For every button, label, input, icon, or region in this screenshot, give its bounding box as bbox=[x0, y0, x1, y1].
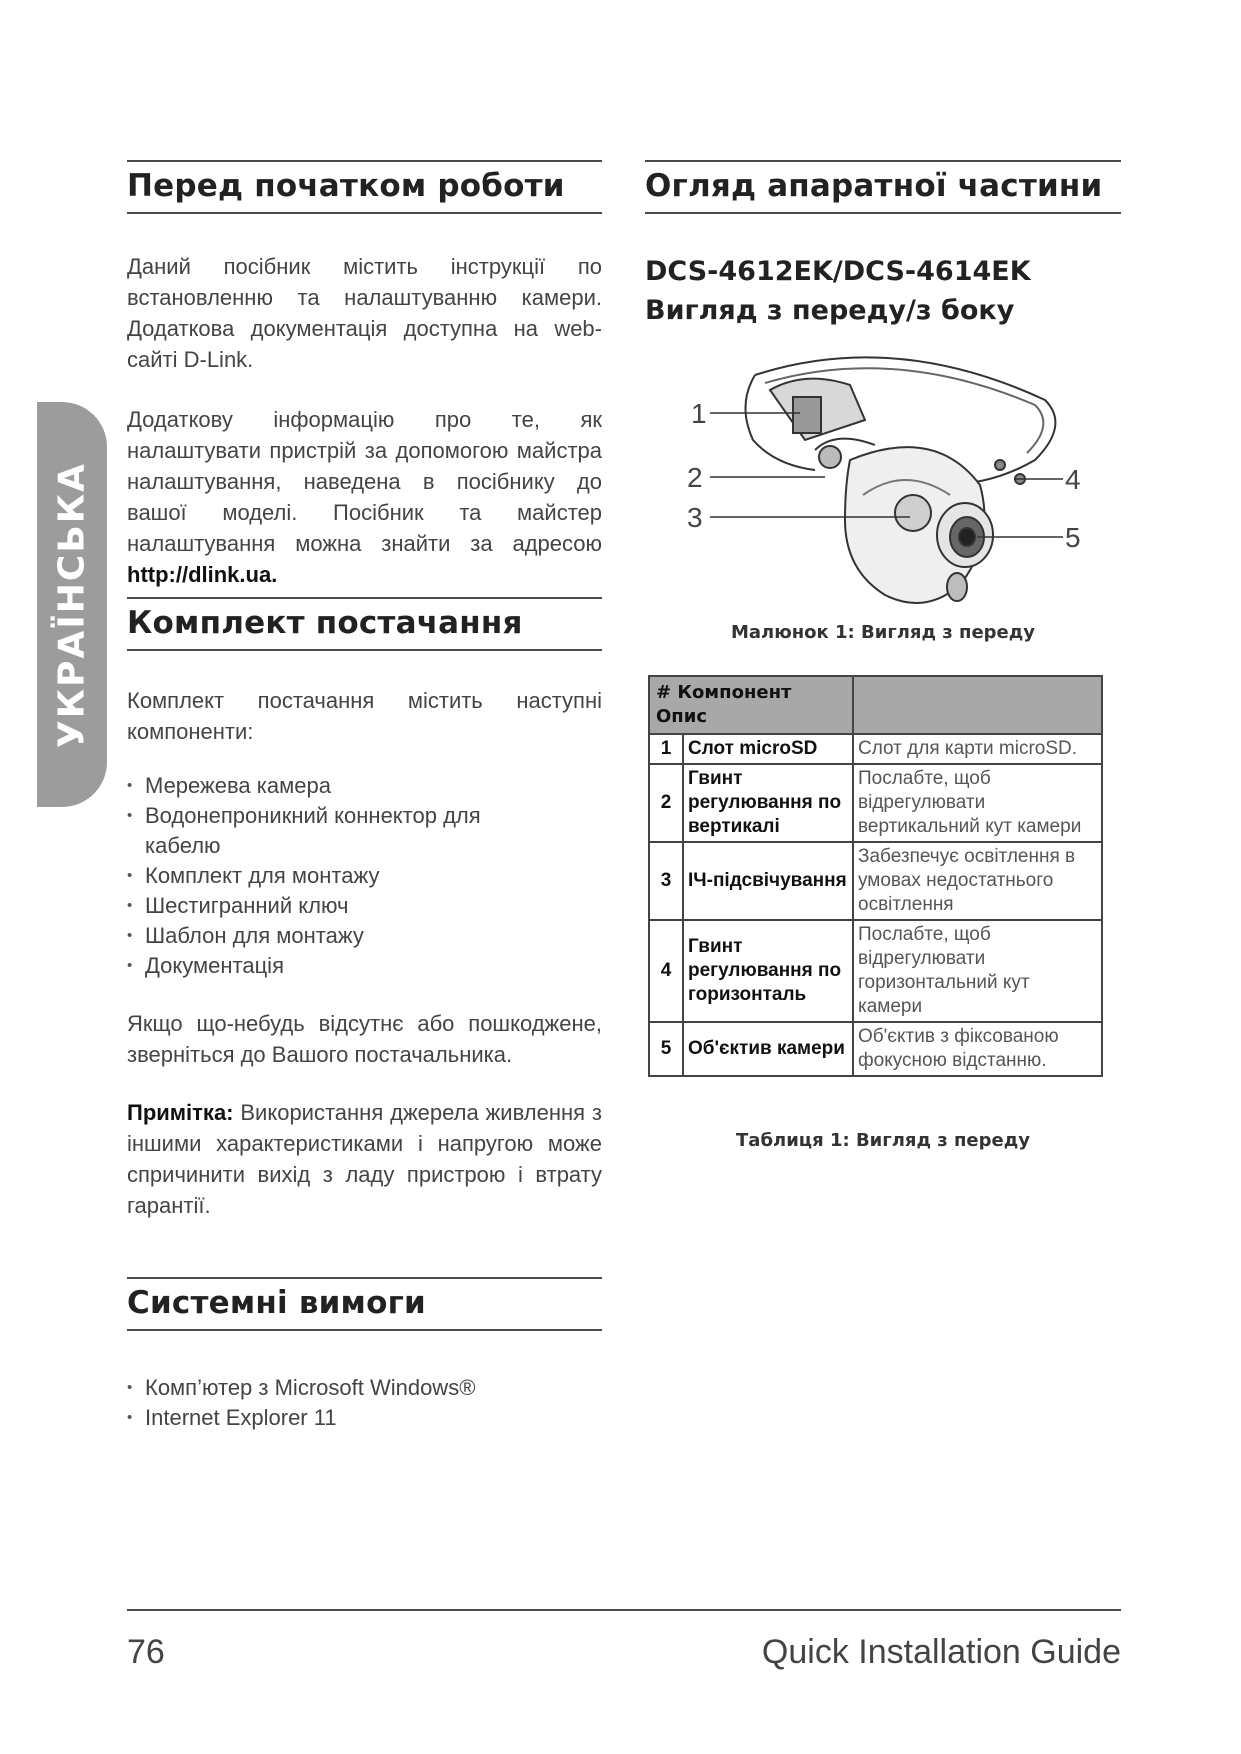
page-number: 76 bbox=[127, 1633, 165, 1671]
table-row bbox=[649, 1022, 1102, 1076]
table-header-cell: # Компонент Опис bbox=[649, 676, 853, 734]
row-description: Послабте, щоб відрегулювати горизонтальний кут камери bbox=[853, 920, 1102, 1022]
model-subheading-wrap bbox=[645, 252, 1121, 330]
list-item: • Шаблон для монтажу bbox=[127, 921, 602, 951]
hardware-overview-heading: Огляд апаратної частини bbox=[645, 160, 1121, 214]
note-label: Примітка: bbox=[127, 1100, 234, 1125]
dlink-url-link[interactable]: http://dlink.ua. bbox=[127, 562, 278, 587]
row-description: Послабте, щоб відрегулювати вертикальний кут камери bbox=[853, 764, 1102, 842]
camera-front-view-figure bbox=[675, 345, 1085, 615]
callout-label: 2 bbox=[687, 462, 703, 493]
list-item: • Шестигранний ключ bbox=[127, 891, 602, 921]
package-body bbox=[127, 685, 602, 1221]
table-row bbox=[649, 842, 1102, 920]
table-caption: Таблиця 1: Вигляд з переду bbox=[736, 1130, 1030, 1151]
row-number: 4 bbox=[649, 920, 683, 1022]
list-item: • Мережева камера bbox=[127, 771, 602, 801]
table-header-row bbox=[649, 676, 1102, 734]
row-component: ІЧ-підсвічування bbox=[683, 842, 853, 920]
hardware-overview-section bbox=[645, 160, 1121, 214]
list-item: • Документація bbox=[127, 951, 602, 981]
model-subheading: DCS-4612EK/DCS-4614EK Вигляд з переду/з боку bbox=[645, 256, 1031, 326]
footer-divider bbox=[127, 1609, 1121, 1611]
row-number: 1 bbox=[649, 734, 683, 764]
before-start-paragraph-2 bbox=[127, 404, 602, 590]
figure-caption: Малюнок 1: Вигляд з переду bbox=[730, 622, 1036, 643]
row-component: Гвинт регулювання по вертикалі bbox=[683, 764, 853, 842]
power-warning-note bbox=[127, 1097, 602, 1221]
package-section bbox=[127, 597, 602, 651]
callout-label: 3 bbox=[687, 502, 703, 533]
system-heading: Системні вимоги bbox=[127, 1277, 602, 1331]
package-intro: Комплект постачання містить наступні компоненти: bbox=[127, 688, 602, 744]
language-side-tab bbox=[37, 402, 107, 807]
list-item: • Internet Explorer 11 bbox=[127, 1403, 602, 1433]
before-start-section bbox=[127, 160, 602, 214]
guide-title: Quick Installation Guide bbox=[761, 1633, 1121, 1671]
row-component: Гвинт регулювання по горизонталь bbox=[683, 920, 853, 1022]
table-header-cell bbox=[853, 676, 1102, 734]
row-description: Слот для карти microSD. bbox=[853, 734, 1102, 764]
callout-label: 1 bbox=[691, 398, 707, 429]
row-number: 2 bbox=[649, 764, 683, 842]
row-number: 5 bbox=[649, 1022, 683, 1076]
system-body bbox=[127, 1373, 602, 1433]
note-text: Використання джерела живлення з іншими характеристиками і напругою може спричинити вихід з ладу пристрою і втрату гарантії. bbox=[127, 1100, 602, 1218]
before-start-heading: Перед початком роботи bbox=[127, 160, 602, 214]
list-item: • Комп’ютер з Microsoft Windows® bbox=[127, 1373, 602, 1403]
before-start-paragraph-2-text: Додаткову інформацію про те, як налаштувати пристрій за допомогою майстра налаштування, наведена в посібнику до вашої моделі. Посібник та майстер налаштування можна знайти за адресою bbox=[127, 407, 602, 556]
missing-parts-note: Якщо що-небудь відсутнє або пошкоджене, зверніться до Вашого постачальника. bbox=[127, 1011, 602, 1067]
components-table bbox=[648, 675, 1103, 1077]
before-start-body bbox=[127, 251, 602, 590]
table-row bbox=[649, 764, 1102, 842]
row-description: Забезпечує освітлення в умовах недостатнього освітлення bbox=[853, 842, 1102, 920]
row-number: 3 bbox=[649, 842, 683, 920]
list-item: • Комплект для монтажу bbox=[127, 861, 602, 891]
callout-label: 5 bbox=[1065, 522, 1081, 553]
row-component: Об'єктив камери bbox=[683, 1022, 853, 1076]
list-item: • Водонепроникний коннектор для кабелю bbox=[127, 801, 602, 861]
table-row bbox=[649, 920, 1102, 1022]
package-heading: Комплект постачання bbox=[127, 597, 602, 651]
before-start-paragraph-1: Даний посібник містить інструкції по встановленню та налаштуванню камери. Додаткова документація доступна на web-сайті D-Link. bbox=[127, 254, 602, 372]
system-requirements-list bbox=[127, 1373, 602, 1433]
callout-label: 4 bbox=[1065, 464, 1081, 495]
package-list bbox=[127, 771, 602, 981]
table-row bbox=[649, 734, 1102, 764]
language-tab-label: УКРАЇНСЬКА bbox=[51, 461, 93, 748]
row-description: Об'єктив з фіксованою фокусною відстанню. bbox=[853, 1022, 1102, 1076]
row-component: Слот microSD bbox=[683, 734, 853, 764]
camera-dome-drawing bbox=[745, 357, 1055, 603]
system-section bbox=[127, 1277, 602, 1331]
